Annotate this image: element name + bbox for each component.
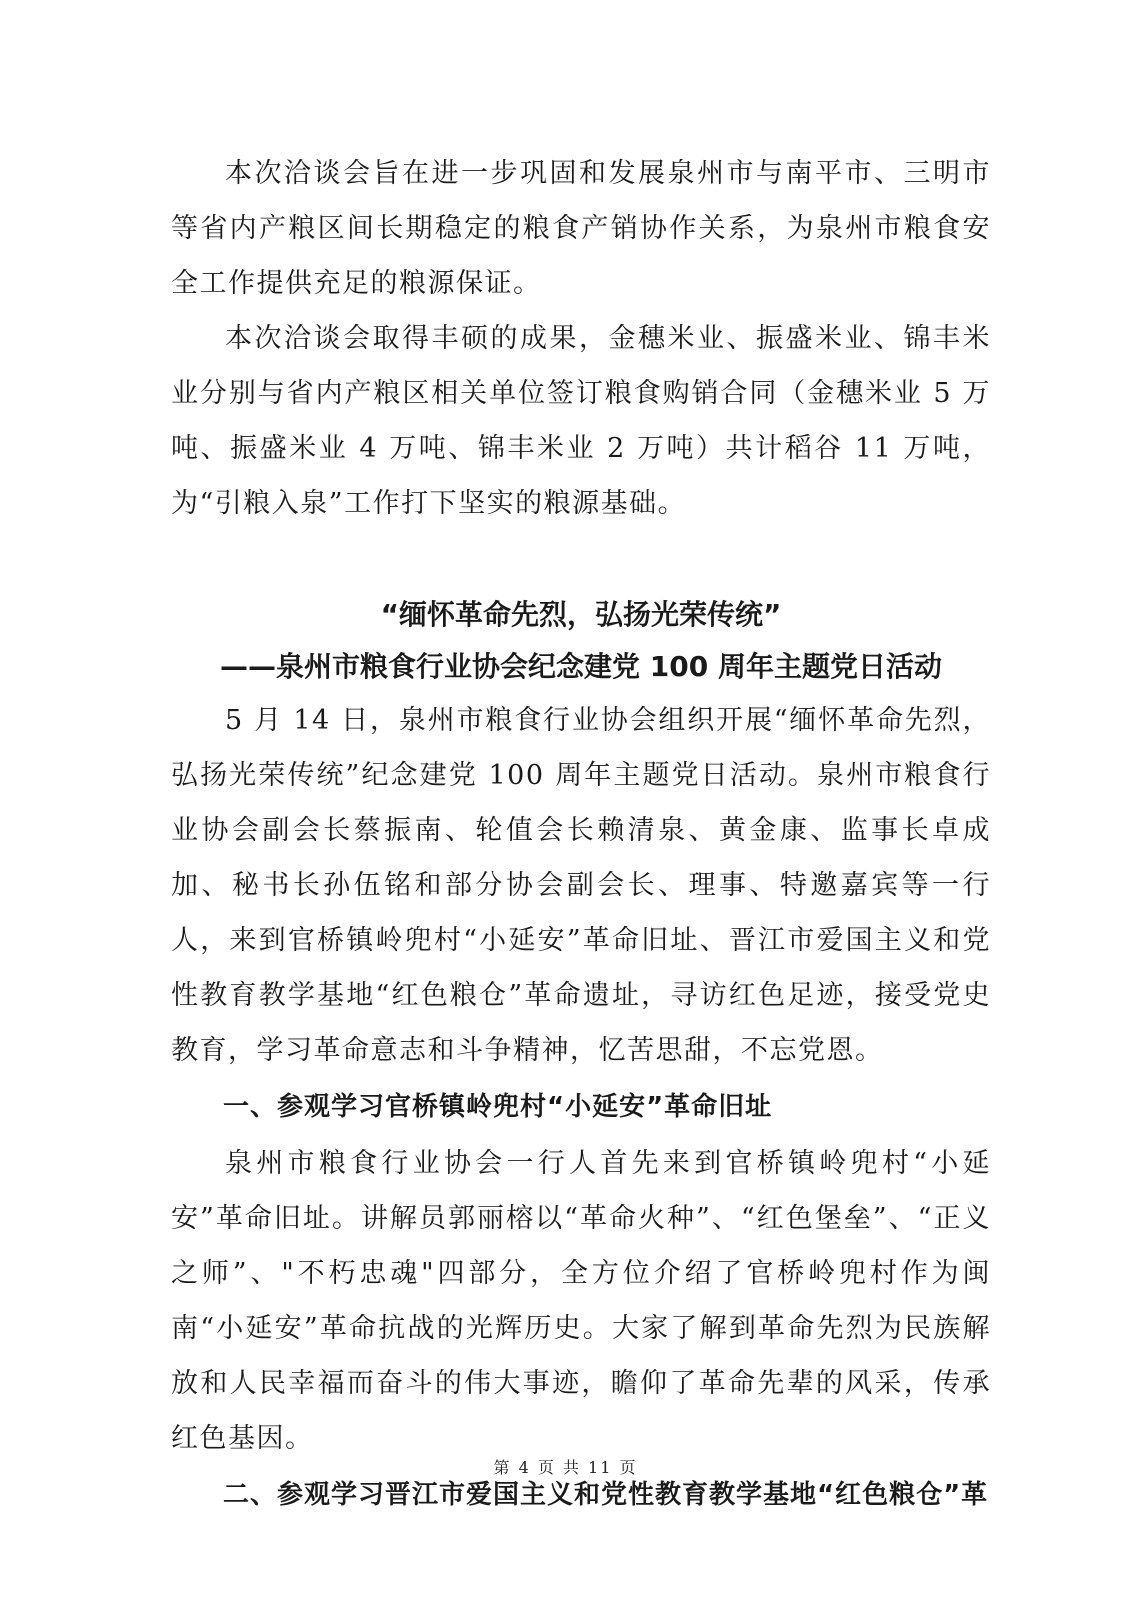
section-heading-1: 一、参观学习官桥镇岭兜村“小延安”革命旧址 [223,1092,773,1122]
article-subtitle: ——泉州市粮食行业协会纪念建党 100 周年主题党日活动 [220,650,942,683]
section-heading-2: 二、参观学习晋江市爱国主义和党性教育教学基地“红色粮仓”革 [223,1480,989,1510]
page-number-footer: 第 4 页 共 11 页 [493,1458,638,1477]
article-intro-paragraph: 5 月 14 日，泉州市粮食行业协会组织开展“缅怀革命先烈，弘扬光荣传统”纪念建党 100 周年主题党日活动。泉州市粮食行业协会副会长蔡振南、轮值会长赖清泉、黄金康、监事长卓成加、秘书长孙伍铭和部分协会副会长、理事、特邀嘉宾等一行人，来到官桥镇岭兜村“小延安”革命旧址、晋江市爱国主义和党性教育教学基地“红色粮仓”革命遗址，寻访红色足迹，接受党史教育，学习革命意志和斗争精神，忆苦思甜，不忘党恩。 [171,705,991,1066]
article-title: “缅怀革命先烈，弘扬光荣传统” [380,598,782,631]
paragraph-meeting-results: 本次洽谈会取得丰硕的成果，金穗米业、振盛米业、锦丰米业分别与省内产粮区相关单位签订粮食购销合同（金穗米业 5 万吨、振盛米业 4 万吨、锦丰米业 2 万吨）共计稻谷 11 万吨，为“引粮入泉”工作打下坚实的粮源基础。 [171,323,991,519]
paragraph-meeting-purpose: 本次洽谈会旨在进一步巩固和发展泉州市与南平市、三明市等省内产粮区间长期稳定的粮食产销协作关系，为泉州市粮食安全工作提供充足的粮源保证。 [171,158,991,299]
section-spacer [171,531,991,589]
page-content [171,146,991,1524]
section-1-paragraph: 泉州市粮食行业协会一行人首先来到官桥镇岭兜村“小延安”革命旧址。讲解员郭丽榕以“革命火种”、“红色堡垒”、“正义之师”、"不朽忠魂"四部分，全方位介绍了官桥岭兜村作为闽南“小延安”革命抗战的光辉历史。大家了解到革命先烈为民族解放和人民幸福而奋斗的伟大事迹，瞻仰了革命先辈的风采，传承红色基因。 [171,1148,991,1454]
